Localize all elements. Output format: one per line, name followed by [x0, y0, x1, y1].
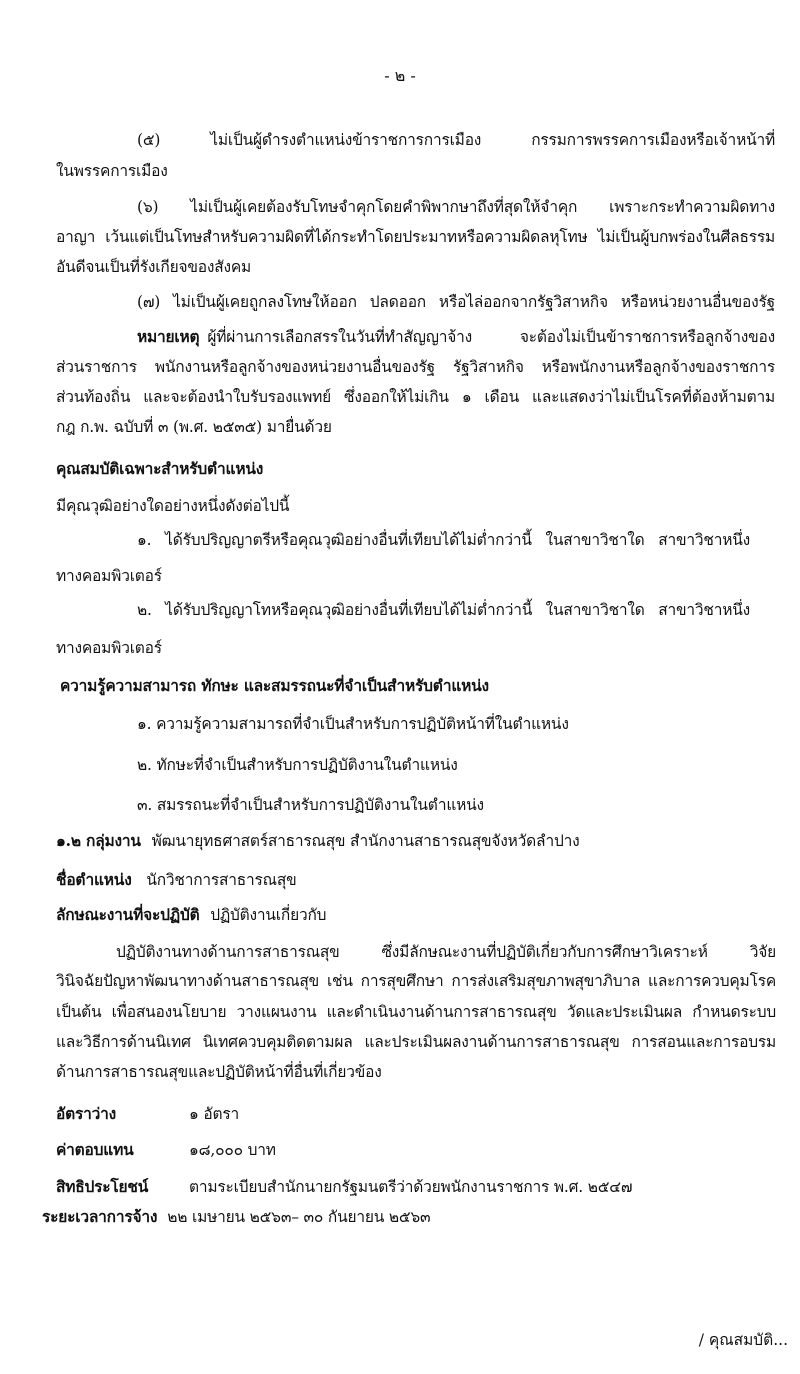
- qual-item-6-line-1: (๖) ไม่เป็นผู้เคยต้องรับโทษจำคุกโดยคำพิพากษาถึงที่สุดให้จำคุก เพราะกระทำความผิดทาง: [137, 198, 775, 216]
- note-line-4: กฎ ก.พ. ฉบับที่ ๓ (พ.ศ. ๒๕๓๕) มายื่นด้วย: [56, 418, 332, 436]
- section-1-2-value: พัฒนายุทธศาสตร์สาธารณสุข สำนักงานสาธารณสุขจังหวัดลำปาง: [151, 832, 580, 850]
- qual-item-6-line-3: อันดีจนเป็นที่รังเกียจของสังคม: [56, 258, 252, 276]
- page-number: - ๒ -: [384, 66, 416, 85]
- continuation-footer: / คุณสมบัติ...: [698, 1331, 788, 1349]
- position-qual-heading: คุณสมบัติเฉพาะสำหรับตำแหน่ง: [56, 459, 264, 478]
- note-line-3: ส่วนท้องถิ่น และจะต้องนำใบรับรองแพทย์ ซึ่งออกให้ไม่เกิน ๑ เดือน และแสดงว่าไม่เป็นโรคที่ต้องห้ามตาม: [56, 388, 775, 406]
- duty-desc-line-1: ปฏิบัติงานทางด้านการสาธารณสุข ซึ่งมีลักษณะงานที่ปฏิบัติเกี่ยวกับการศึกษาวิเคราะห์ วิจัย: [116, 943, 776, 961]
- period-value: ๒๒ เมษายน ๒๕๖๓– ๓๐ กันยายน ๒๕๖๓: [167, 1208, 431, 1226]
- note-line-1: [137, 327, 775, 347]
- duty-value: ปฏิบัติงานเกี่ยวกับ: [210, 906, 327, 924]
- duty-desc-line-5: ด้านการสาธารณสุขและปฏิบัติหน้าที่อื่นที่เกี่ยวข้อง: [56, 1063, 382, 1081]
- period-label: ระยะเวลาการจ้าง: [42, 1207, 158, 1226]
- note-label: หมายเหตุ: [137, 327, 200, 346]
- qual-item-7: (๗) ไม่เป็นผู้เคยถูกลงโทษให้ออก ปลดออก หรือไล่ออกจากรัฐวิสาหกิจ หรือหน่วยงานอื่นของรัฐ: [137, 293, 775, 311]
- note-text-1: ผู้ที่ผ่านการเลือกสรรในวันที่ทำสัญญาจ้าง จะต้องไม่เป็นข้าราชการหรือลูกจ้างของ: [207, 328, 775, 346]
- duty-label: ลักษณะงานที่จะปฏิบัติ: [56, 905, 200, 924]
- competency-item-3: ๓. สมรรถนะที่จำเป็นสำหรับการปฏิบัติงานในตำแหน่ง: [137, 796, 484, 814]
- position-name-value: นักวิชาการสาธารณสุข: [146, 871, 297, 889]
- benefit-label: สิทธิประโยชน์: [56, 1177, 149, 1196]
- period-row: [42, 1207, 430, 1227]
- position-qual-item-1-line-2: ทางคอมพิวเตอร์: [56, 567, 162, 585]
- pay-label: ค่าตอบแทน: [56, 1140, 134, 1159]
- section-1-2-line: [56, 831, 580, 851]
- note-line-2: ส่วนราชการ พนักงานหรือลูกจ้างของหน่วยงานอื่นของรัฐ รัฐวิสาหกิจ หรือพนักงานหรือลูกจ้างของราชการ: [56, 358, 775, 376]
- section-1-2-label: ๑.๒ กลุ่มงาน: [56, 831, 141, 850]
- competency-item-1: ๑. ความรู้ความสามารถที่จำเป็นสำหรับการปฏิบัติหน้าที่ในตำแหน่ง: [137, 715, 569, 733]
- position-qual-intro: มีคุณวุฒิอย่างใดอย่างหนึ่งดังต่อไปนี้: [56, 497, 290, 515]
- duty-line: [56, 905, 326, 925]
- benefit-row: [56, 1177, 632, 1197]
- duty-desc-line-2: วินิจฉัยปัญหาพัฒนาทางด้านสาธารณสุข เช่น การสุขศึกษา การส่งเสริมสุขภาพสุขาภิบาล และการควบคุมโรค: [56, 972, 776, 990]
- pay-value: ๑๘,๐๐๐ บาท: [189, 1141, 276, 1159]
- position-qual-item-2-line-2: ทางคอมพิวเตอร์: [56, 639, 162, 657]
- position-qual-item-1-line-1: ๑. ได้รับปริญญาตรีหรือคุณวุฒิอย่างอื่นที่เทียบได้ไม่ต่ำกว่านี้ ในสาขาวิชาใด สาขาวิชาหนึ่ง: [137, 531, 750, 549]
- duty-desc-line-3: เป็นต้น เพื่อสนองนโยบาย วางแผนงาน และดำเนินงานด้านการสาธารณสุข วัดและประเมินผล กำหนดระบบ: [56, 1003, 776, 1021]
- qual-item-5-line-1: (๕) ไม่เป็นผู้ดำรงตำแหน่งข้าราชการการเมือง กรรมการพรรคการเมืองหรือเจ้าหน้าที่: [137, 131, 775, 149]
- position-qual-item-2-line-1: ๒. ได้รับปริญญาโทหรือคุณวุฒิอย่างอื่นที่เทียบได้ไม่ต่ำกว่านี้ ในสาขาวิชาใด สาขาวิชาหนึ่ง: [137, 601, 750, 619]
- pay-row: [56, 1140, 276, 1160]
- vacancy-label: อัตราว่าง: [56, 1104, 116, 1123]
- benefit-value: ตามระเบียบสำนักนายกรัฐมนตรีว่าด้วยพนักงานราชการ พ.ศ. ๒๕๔๗: [189, 1178, 633, 1196]
- competency-item-2: ๒. ทักษะที่จำเป็นสำหรับการปฏิบัติงานในตำแหน่ง: [137, 756, 458, 774]
- qual-item-6-line-2: อาญา เว้นแต่เป็นโทษสำหรับความผิดที่ได้กระทำโดยประมาทหรือความผิดลหุโทษ ไม่เป็นผู้บกพร่องในศีลธรรม: [56, 228, 775, 246]
- vacancy-row: [56, 1104, 239, 1124]
- qual-item-5-line-2: ในพรรคการเมือง: [56, 162, 168, 180]
- competency-heading: ความรู้ความสามารถ ทักษะ และสมรรถนะที่จำเป็นสำหรับตำแหน่ง: [60, 676, 489, 695]
- vacancy-value: ๑ อัตรา: [189, 1105, 239, 1123]
- position-name-label: ชื่อตำแหน่ง: [56, 870, 132, 889]
- duty-desc-line-4: และวิธีการด้านนิเทศ นิเทศควบคุมติดตามผล และประเมินผลงานด้านการสาธารณสุข การสอนและการอบรม: [56, 1033, 776, 1051]
- position-name-line: [56, 870, 297, 890]
